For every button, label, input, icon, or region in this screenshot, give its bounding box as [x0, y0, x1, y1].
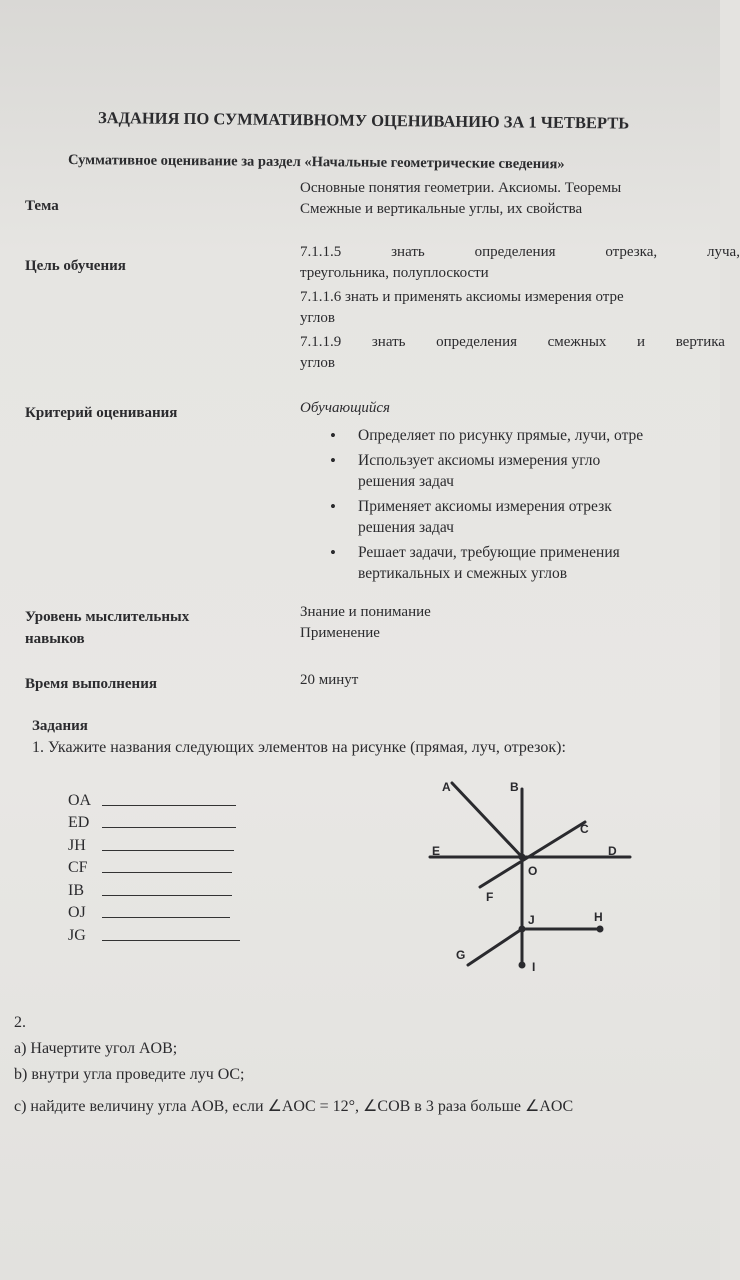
level-value-line: Знание и понимание [300, 604, 431, 620]
goal-line: треугольника, полуплоскости [300, 265, 489, 281]
goal-word: и [637, 334, 646, 350]
goal-value [300, 242, 740, 374]
list-item [68, 877, 240, 900]
goal-line [300, 242, 740, 263]
item-label: CF [68, 859, 88, 876]
label-b: B [510, 780, 519, 794]
list-item [68, 810, 240, 833]
goal-line [300, 332, 725, 353]
level-value [300, 602, 431, 644]
task2-b: b) внутри угла проведите луч OC; [14, 1066, 245, 1083]
goal-word: вертика [675, 334, 725, 350]
label-e: E [432, 844, 441, 858]
criteria-text: • Применяет аксиомы измерения отрезк [358, 498, 612, 515]
task1-text: 1. Укажите названия следующих элементов на рисунке (прямая, луч, отрезок): [32, 739, 566, 756]
task1-items [68, 787, 240, 945]
goal-word: смежных [547, 334, 607, 350]
criteria-item [330, 425, 643, 446]
answer-blank[interactable] [102, 826, 236, 828]
level-label [25, 606, 189, 650]
label-c: C [580, 822, 589, 836]
page-title: ЗАДАНИЯ ПО СУММАТИВНОМУ ОЦЕНИВАНИЮ ЗА 1 ЧЕТВЕРТЬ [97, 108, 630, 133]
list-item [68, 787, 240, 810]
list-item [68, 832, 240, 855]
label-g: G [456, 948, 466, 962]
criteria-label: Критерий оценивания [25, 405, 178, 421]
answer-blank[interactable] [102, 804, 236, 806]
topic-line: Смежные и вертикальные углы, их свойства [300, 201, 583, 217]
geometry-figure [420, 775, 640, 985]
criteria-item [330, 496, 643, 538]
criteria-item [330, 542, 643, 584]
time-value: 20 минут [300, 672, 359, 688]
goal-line: 7.1.1.6 знать и применять аксиомы измерения отре [300, 289, 624, 305]
goal-word: определения [436, 334, 517, 350]
goal-word: 7.1.1.9 [300, 334, 342, 350]
label-f: F [486, 890, 494, 904]
criteria-item [330, 450, 643, 492]
criteria-intro: Обучающийся [300, 400, 391, 416]
ray-oa [452, 783, 522, 857]
item-label: OA [68, 791, 92, 809]
goal-line: углов [300, 355, 335, 371]
goal-label: Цель обучения [25, 258, 126, 274]
task2-c: c) найдите величину угла AOB, если ∠AOC = 12°, ∠COB в 3 раза больше ∠AOC [14, 1098, 574, 1115]
item-label: JH [68, 836, 86, 854]
topic-label: Тема [25, 198, 59, 214]
time-label: Время выполнения [25, 676, 157, 692]
topic-line: Основные понятия геометрии. Аксиомы. Теоремы [300, 180, 622, 196]
point-h [597, 926, 604, 933]
page-subtitle: Суммативное оценивание за раздел «Начальные геометрические сведения» [67, 152, 565, 173]
point-o [519, 854, 526, 861]
criteria-text: решения задач [358, 473, 454, 490]
criteria-text: • Решает задачи, требующие применения [358, 544, 620, 561]
label-a: A [442, 780, 451, 794]
label-h: H [594, 910, 603, 924]
answer-blank[interactable] [102, 939, 240, 941]
answer-blank[interactable] [102, 849, 234, 851]
answer-blank[interactable] [102, 871, 232, 873]
goal-word: отрезка, [605, 244, 658, 260]
topic-value [300, 178, 621, 220]
item-label: IB [68, 881, 84, 899]
point-i [519, 962, 526, 969]
criteria-text: • Использует аксиомы измерения угло [358, 452, 601, 469]
label-j: J [528, 913, 535, 927]
item-label: OJ [68, 904, 86, 921]
tasks-heading: Задания [32, 718, 88, 734]
task2-number: 2. [14, 1014, 26, 1031]
goal-word: определения [474, 244, 556, 260]
answer-blank[interactable] [102, 894, 232, 896]
criteria-text: решения задач [358, 519, 454, 536]
goal-word: 7.1.1.5 [300, 244, 342, 260]
label-o: O [528, 864, 538, 878]
label-i: I [532, 960, 536, 974]
level-label-line: Уровень мыслительных [25, 609, 190, 625]
point-j [519, 926, 526, 933]
item-label: JG [68, 926, 86, 944]
goal-word: знать [371, 334, 406, 350]
item-label: ED [68, 814, 90, 831]
list-item [68, 855, 240, 878]
criteria-text: • Определяет по рисунку прямые, лучи, отре [358, 427, 644, 444]
level-value-line: Применение [300, 625, 380, 641]
criteria-text: вертикальных и смежных углов [358, 565, 568, 582]
ray-jg [468, 929, 522, 965]
task2-a: a) Начертите угол AOB; [14, 1040, 178, 1057]
goal-word: луча, [707, 244, 740, 260]
level-label-line: навыков [25, 631, 85, 647]
list-item [68, 922, 240, 945]
goal-line: углов [300, 310, 335, 326]
goal-word: знать [391, 244, 425, 260]
label-d: D [608, 844, 617, 858]
list-item [68, 900, 240, 923]
criteria-list [330, 425, 643, 588]
answer-blank[interactable] [102, 916, 230, 918]
